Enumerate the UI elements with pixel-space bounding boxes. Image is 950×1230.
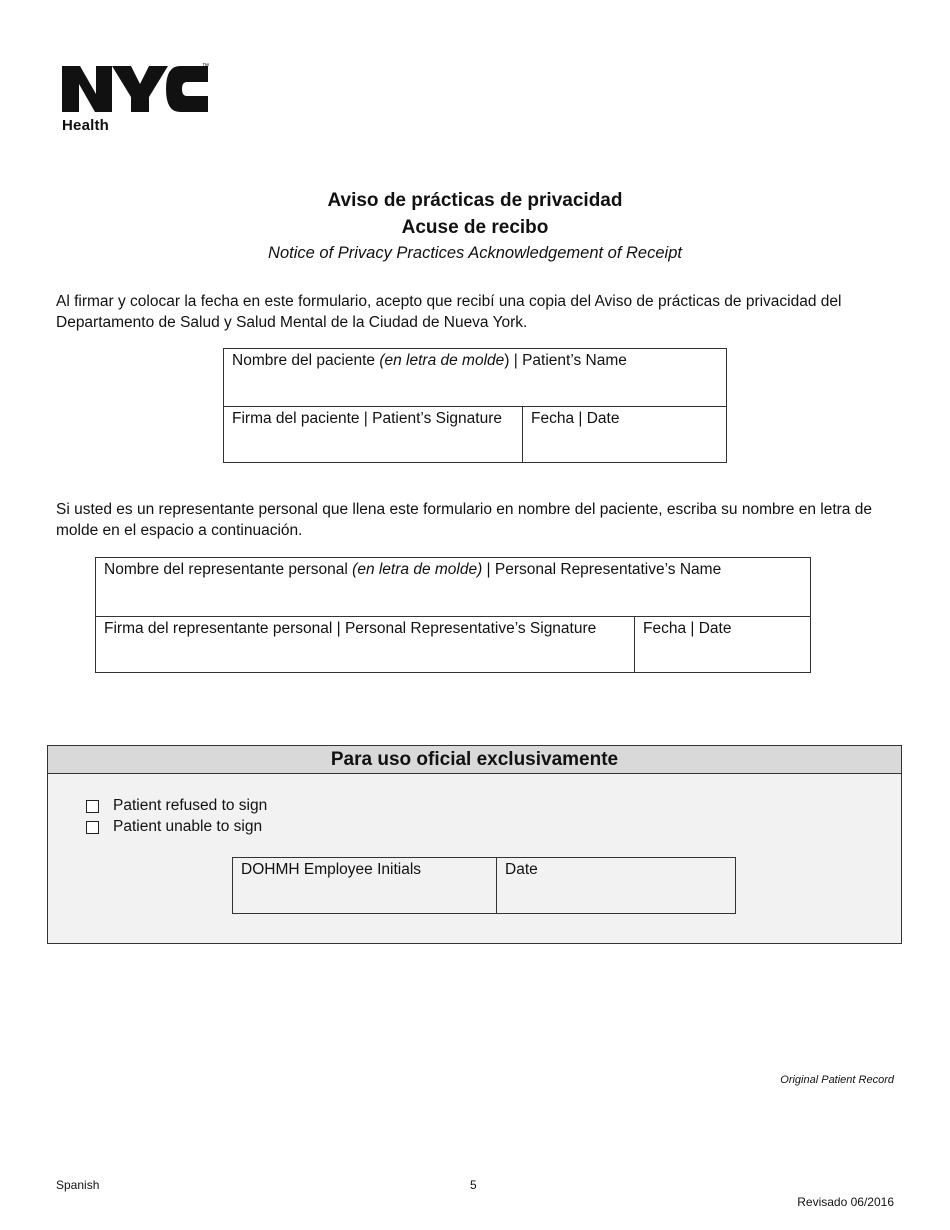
official-use-section — [47, 745, 902, 944]
checkbox-patient-refused-label: Patient refused to sign — [113, 797, 268, 814]
patient-name-label-b: (en letra de molde — [379, 352, 505, 369]
logo-letter-y — [112, 66, 168, 112]
intro-paragraph: Al firmar y colocar la fecha en este formulario, acepto que recibí una copia del Aviso de prácticas de privacidad del Departamento de Salud y Salud Mental de la Ciudad de Nueva York. — [56, 293, 842, 331]
patient-signature-label: Firma del paciente | Patient’s Signature — [232, 410, 502, 427]
representative-date-field[interactable] — [635, 617, 811, 673]
checkbox-patient-unable[interactable] — [86, 818, 262, 836]
logo-health-text: Health — [62, 117, 110, 134]
logo-letter-n — [62, 66, 112, 112]
patient-name-label-a: Nombre del paciente — [232, 352, 380, 369]
logo-letter-c — [166, 66, 208, 112]
patient-name-field[interactable] — [224, 349, 727, 407]
employee-initials-table — [232, 857, 736, 914]
representative-date-label: Fecha | Date — [643, 620, 732, 637]
original-patient-record-label: Original Patient Record — [780, 1074, 894, 1086]
representative-signature-label: Firma del representante personal | Personal Representative’s Signature — [104, 620, 597, 637]
patient-date-label: Fecha | Date — [531, 410, 620, 427]
checkbox-icon[interactable] — [86, 821, 99, 834]
checkbox-patient-unable-label: Patient unable to sign — [113, 818, 263, 835]
representative-paragraph: Si usted es un representante personal que llena este formulario en nombre del paciente, escriba su nombre en letra de molde en el espacio a continuación. — [56, 501, 872, 539]
checkbox-patient-refused[interactable] — [86, 797, 267, 815]
representative-signature-table — [95, 557, 811, 673]
employee-initials-field[interactable] — [233, 858, 497, 914]
official-use-header: Para uso oficial exclusivamente — [48, 746, 901, 774]
employee-initials-label: DOHMH Employee Initials — [241, 861, 422, 878]
patient-signature-table — [223, 348, 727, 463]
page-number: 5 — [470, 1178, 477, 1192]
representative-name-field[interactable] — [96, 558, 811, 617]
page-subtitle: Acuse de recibo — [401, 217, 549, 238]
revision-date: Revisado 06/2016 — [797, 1195, 894, 1209]
representative-signature-field[interactable] — [96, 617, 635, 673]
page-subtitle-english: Notice of Privacy Practices Acknowledgement of Receipt — [268, 244, 682, 262]
representative-name-label-a: Nombre del representante personal — [104, 561, 353, 578]
patient-date-field[interactable] — [523, 407, 727, 463]
patient-signature-field[interactable] — [224, 407, 523, 463]
checkbox-icon[interactable] — [86, 800, 99, 813]
employee-date-label: Date — [505, 861, 538, 878]
page-title: Aviso de prácticas de privacidad — [327, 190, 623, 211]
footer-language: Spanish — [56, 1178, 100, 1192]
trademark-symbol: ™ — [202, 63, 209, 70]
representative-name-label-c: | Personal Representative’s Name — [482, 561, 722, 578]
patient-name-label-c: ) | Patient’s Name — [504, 352, 627, 369]
representative-name-label-b: (en letra de molde) — [352, 561, 483, 578]
employee-date-field[interactable] — [497, 858, 736, 914]
